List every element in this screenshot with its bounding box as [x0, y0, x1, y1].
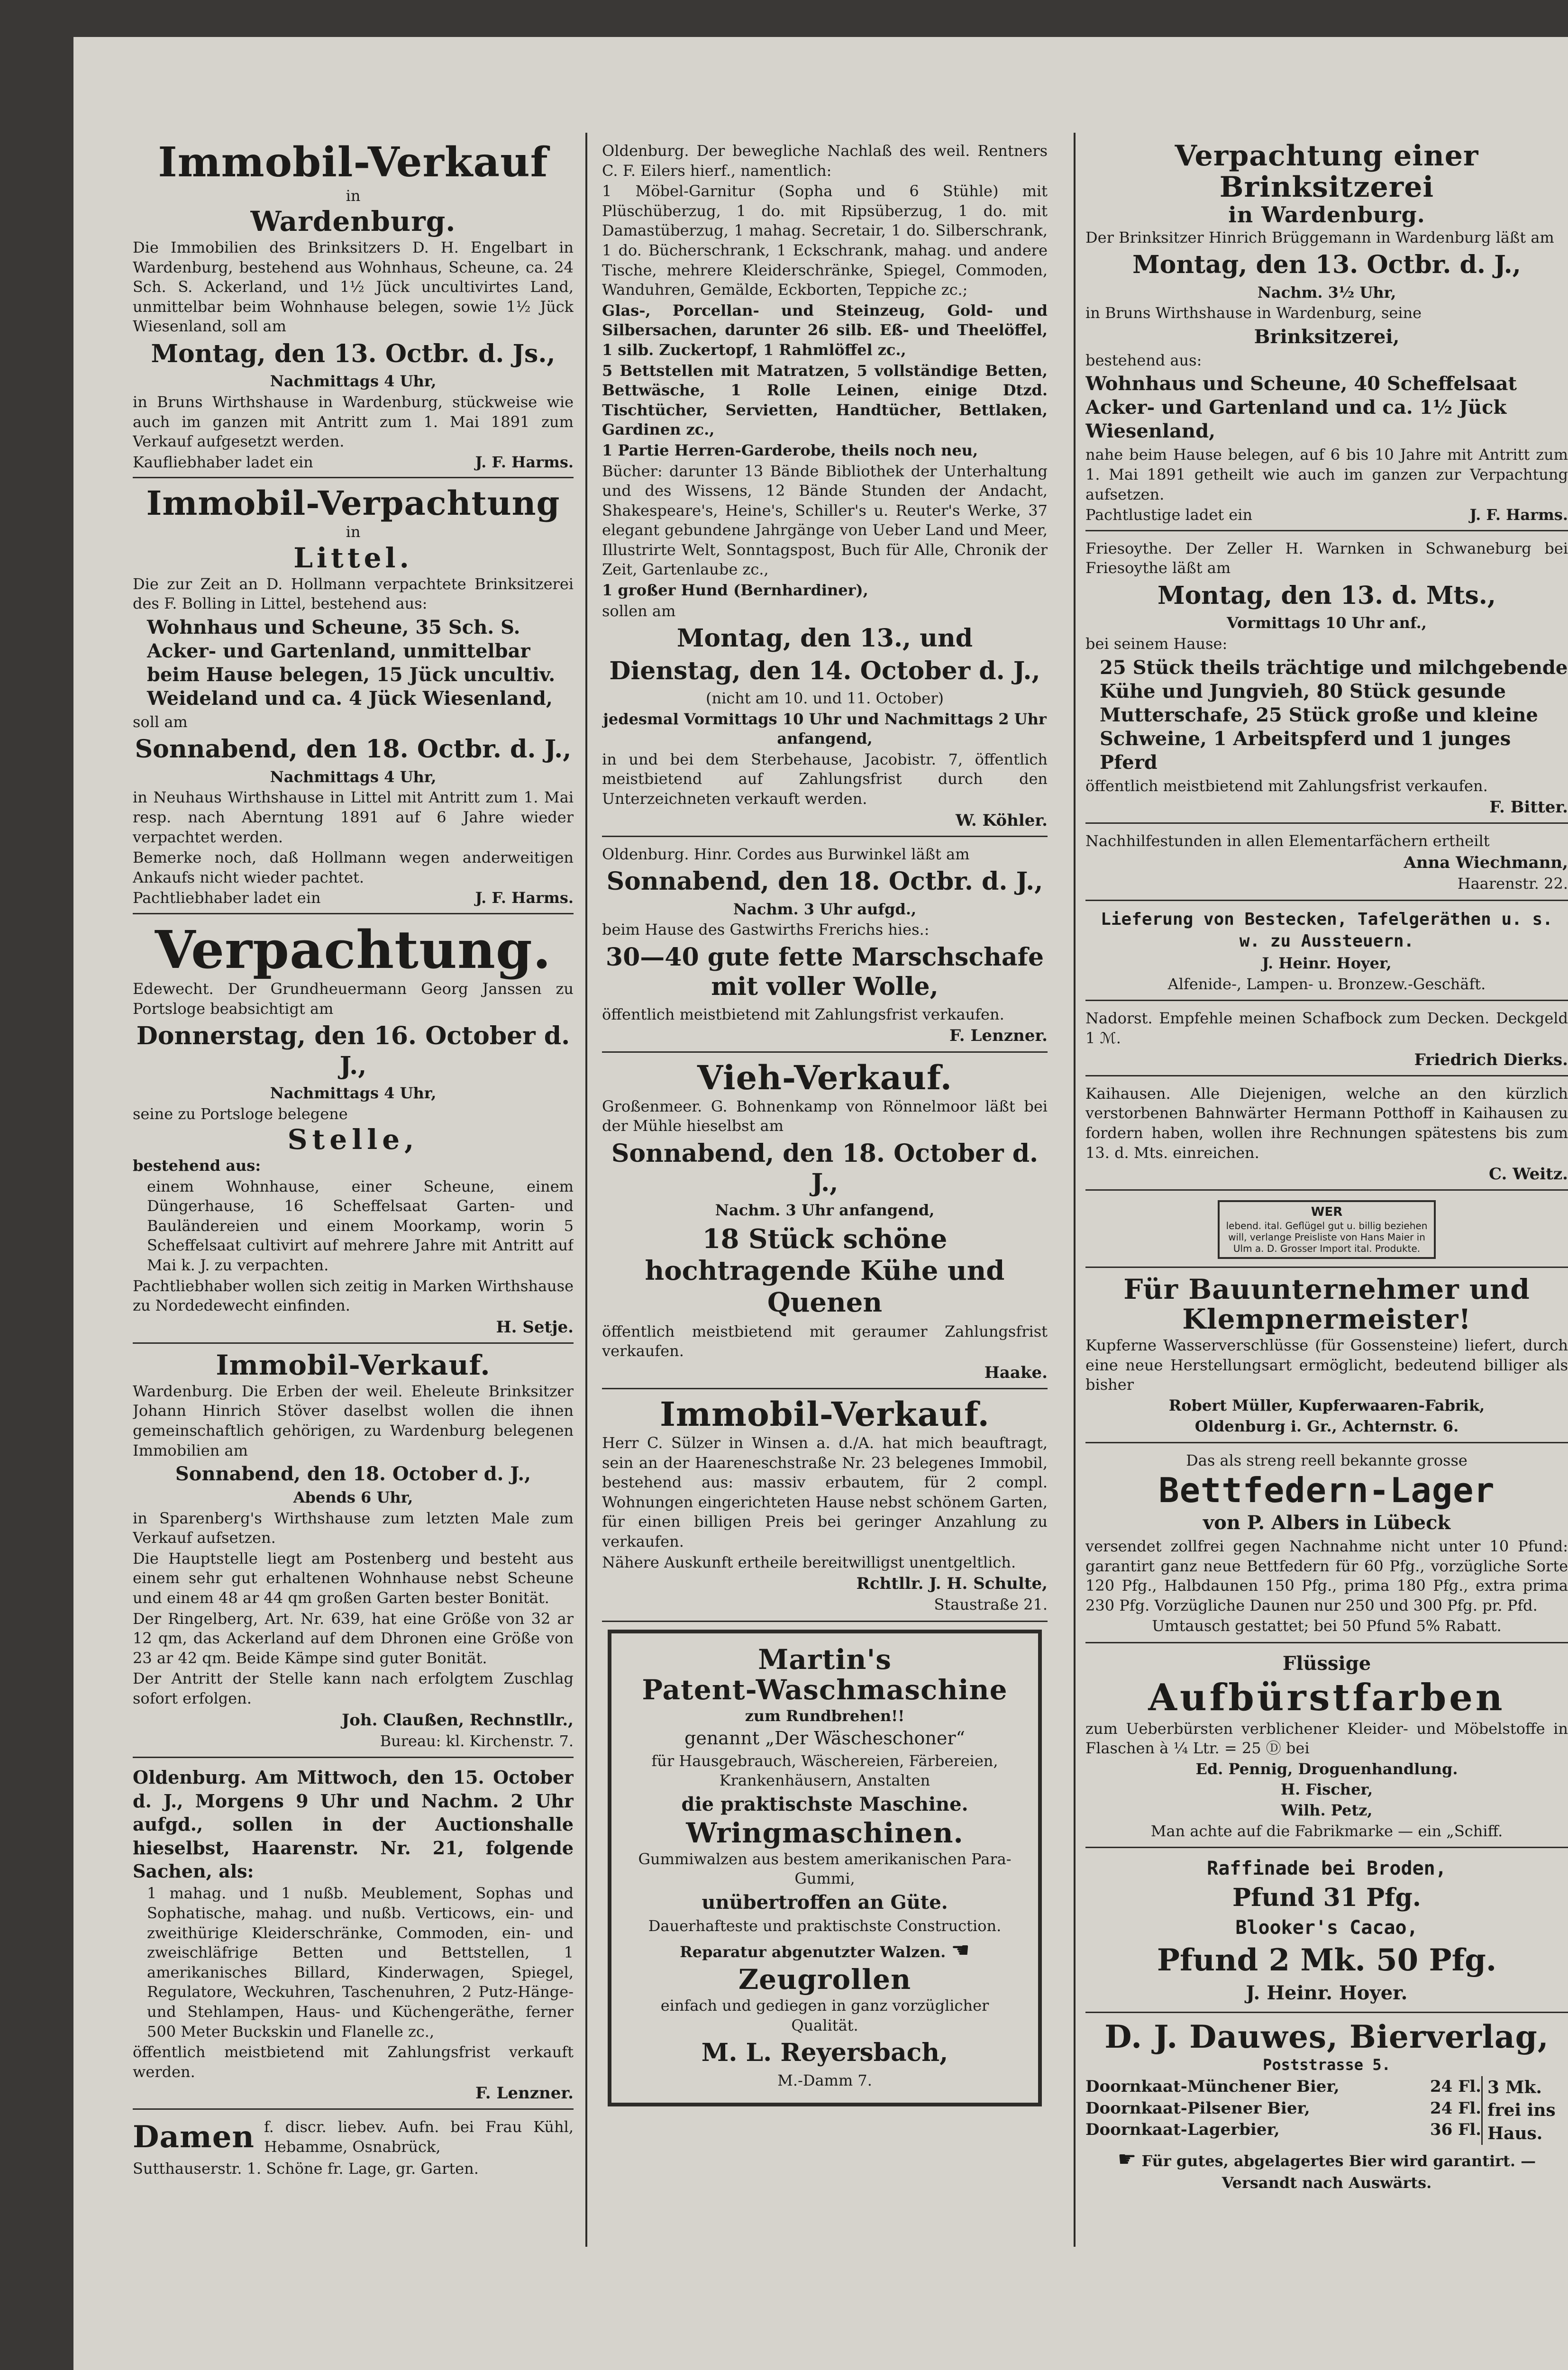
- column-2: [602, 137, 1048, 2114]
- ad-text: Reparatur abgenutzter Walzen.: [680, 1943, 946, 1961]
- ad-time: Nachmittags 4 Uhr,: [270, 372, 437, 391]
- ad-text: Kupferne Wasserverschlüsse (für Gossensteine) liefert, durch eine neue Herstellungsart ermöglicht, bedeutend billiger als bisher: [1085, 1336, 1568, 1394]
- ad-highlight: unübertroffen an Güte.: [702, 1891, 948, 1914]
- ad-highlight: 18 Stück schöne hochtragende Kühe und Quenen: [645, 1223, 1005, 1319]
- ad-name: von P. Albers in Lübeck: [1203, 1511, 1451, 1534]
- product-price: 36 Fl.: [1430, 2120, 1481, 2140]
- ad-immobil-verkauf-stoever: [133, 1348, 574, 1758]
- ad-signature: Ed. Pennig, Droguenhandlung.: [1195, 1759, 1458, 1778]
- ad-text: seine zu Portsloge belegene: [133, 1104, 348, 1123]
- ad-signature: C. Weitz.: [1489, 1165, 1568, 1184]
- ad-highlight: die praktischste Maschine.: [681, 1793, 968, 1815]
- ad-title: Immobil-Verkauf.: [660, 1395, 990, 1434]
- ad-text: Dauerhafteste und praktischste Construction.: [648, 1916, 1002, 1935]
- ad-title: Immobil-Verkauf.: [216, 1349, 491, 1381]
- ad-items: Bücher: darunter 13 Bände Bibliothek der Unterhaltung und des Wissens, 12 Bände Stunden der Andacht, Shakespeare's, Heine's, Schiller's u. Reuter's Werke, 37 elegant gebundene Jahrgänge von Ueber Land und Meer, Illustrirte Welt, Sonntagspost, Buch für Alle, Chronik der Zeit, Gartenlaube zc.,: [602, 462, 1048, 579]
- ad-signature: [133, 453, 574, 473]
- column-1: [133, 137, 574, 2188]
- ad-subtitle: zum Rundbrehen!!: [745, 1706, 905, 1725]
- ad-vieh-verkauf: [602, 1057, 1048, 1390]
- ad-raffinade-cacao: [1085, 1852, 1568, 2013]
- sig-left: Kaufliebhaber ladet ein: [133, 453, 313, 471]
- ad-schafbock: [1085, 1005, 1568, 1076]
- ad-text: zum Ueberbürsten verblichener Kleider- und Möbelstoffe in Flaschen à ¼ Ltr. = 25 Ⓓ bei: [1085, 1719, 1568, 1758]
- stamp-head: WER: [1311, 1205, 1343, 1220]
- product-price: 24 Fl.: [1430, 2098, 1481, 2118]
- ad-text: in: [346, 523, 361, 541]
- ad-object: Brinksitzerei,: [1254, 325, 1400, 348]
- ad-text: Der Antritt der Stelle kann nach erfolgtem Zuschlag sofort erfolgen.: [133, 1669, 574, 1708]
- ad-signature: Rchtllr. J. H. Schulte,: [856, 1574, 1048, 1594]
- ad-bauunternehmer: [1085, 1272, 1568, 1444]
- ad-signature: Anna Wiechmann,: [1404, 853, 1568, 872]
- ad-lead: Oldenburg. Am Mittwoch, den 15. October d. J., Morgens 9 Uhr und Nachm. 2 Uhr aufgd., sollen in der Auctionshalle hieselbst, Haarenstr. Nr. 21, folgende Sachen, als:: [133, 1767, 574, 1882]
- ad-text: in Neuhaus Wirthshause in Littel mit Antritt zum 1. Mai resp. nach Aberntung 1891 auf 6 Jahre wieder verpachtet werden.: [133, 788, 574, 846]
- ad-text: Der Ringelberg, Art. Nr. 639, hat eine Größe von 32 ar 12 qm, das Ackerland auf dem Dhronen eine Größe von 23 ar 42 qm. Beide Kämpe sind guter Bonität.: [133, 1609, 574, 1667]
- column-divider: [1074, 133, 1076, 2247]
- price-row: [1085, 2098, 1481, 2120]
- ad-text: Bemerke noch, daß Hollmann wegen anderweitigen Ankaufs nicht wieder pachtet.: [133, 848, 574, 886]
- ad-text: soll am: [133, 712, 188, 731]
- ad-time: jedesmal Vormittags 10 Uhr und Nachmittags 2 Uhr anfangend,: [603, 710, 1047, 748]
- ad-text: Für gutes, abgelagertes Bier wird garantirt. — Versandt nach Auswärts.: [1141, 2152, 1536, 2192]
- ad-address: Poststrasse 5.: [1263, 2056, 1391, 2074]
- ad-title: Aufbürstfarben: [1148, 1676, 1505, 1719]
- ad-line: Pfund 31 Pfg.: [1232, 1883, 1421, 1913]
- ad-time: Nachm. 3 Uhr aufgd.,: [733, 900, 917, 918]
- ad-signature: M. L. Reyersbach,: [701, 2038, 948, 2068]
- ad-highlight: 30—40 gute fette Marschschafe mit voller Wolle,: [605, 942, 1044, 1002]
- ad-date: Montag, den 13. d. Mts.,: [1158, 581, 1496, 610]
- ad-auction-oldenburg: [133, 1762, 574, 2110]
- ad-kaihausen: [1085, 1080, 1568, 1191]
- ad-signature: [1085, 505, 1568, 525]
- ad-text: Man achte auf die Fabrikmarke — ein „Schiff.: [1150, 1822, 1503, 1840]
- ad-nachhilfe: [1085, 828, 1568, 901]
- ad-text: in Sparenberg's Wirthshause zum letzten Male zum Verkauf aufsetzen.: [133, 1509, 574, 1547]
- ad-line: Pfund 2 Mk. 50 Pfg.: [1157, 1942, 1497, 1978]
- ad-nachlass-eilers: [602, 137, 1048, 837]
- ad-time: Nachm. 3½ Uhr,: [1257, 283, 1396, 301]
- ad-signature: Friedrich Dierks.: [1414, 1050, 1568, 1069]
- ad-damen: [133, 2114, 574, 2184]
- pointing-hand-icon: ☚: [951, 1938, 970, 1963]
- ad-text: in Bruns Wirthshause in Wardenburg, stückweise wie auch im ganzen mit Antritt zum 1. Mai 1891 zum Verkauf aufgesetzt werden.: [133, 392, 574, 451]
- ad-line: Raffinade bei Broden,: [1207, 1858, 1447, 1880]
- ad-signature: H. Setje.: [496, 1317, 574, 1337]
- ad-text-row: [1085, 2146, 1568, 2193]
- ad-verpachtung-edewecht: [133, 918, 574, 1344]
- stamp-text: lebend. ital. Geflügel gut u. billig beziehen will, verlange Preisliste von Hans Maier in Ulm a. D. Grosser Import ital. Produkte.: [1226, 1220, 1428, 1254]
- ad-name: J. Heinr. Hoyer,: [1262, 954, 1392, 973]
- ad-title: D. J. Dauwes, Bierverlag,: [1104, 2018, 1549, 2056]
- ad-date: Donnerstag, den 16. October d. J.,: [136, 1021, 570, 1080]
- ad-items: Wohnhaus und Scheune, 35 Sch. S. Acker- und Gartenland, unmittelbar beim Hause belegen, 15 Jück uncultiv. Weideland und ca. 4 Jück Wiesenland,: [147, 616, 556, 710]
- sig-right: J. F. Harms.: [475, 889, 574, 907]
- product-name: Doornkaat-Lagerbier,: [1085, 2120, 1280, 2140]
- ad-waschmaschine-box: [608, 1630, 1042, 2107]
- ad-marschschafe: [602, 841, 1048, 1053]
- ad-title: Lieferung von Bestecken, Tafelgeräthen u. s. w. zu Aussteuern.: [1101, 909, 1553, 951]
- ad-text: Die Immobilien des Brinksitzers D. H. Engelbart in Wardenburg, bestehend aus Wohnhaus, Scheune, ca. 24 Sch. S. Ackerland, und 1½ Jück uncultivirtes Land, unmittelbar beim Wohnhause belegen, sowie 1½ Jück Wiesenland, soll am: [133, 238, 574, 336]
- ad-text: Nähere Auskunft ertheile bereitwilligst unentgeltlich.: [602, 1553, 1016, 1571]
- ad-date: Montag, den 13. Octbr. d. Js.,: [151, 339, 556, 368]
- ad-text: versendet zollfrei gegen Nachnahme nicht unter 10 Pfund: garantirt ganz neue Bettfedern für 60 Pfg., vorzügliche Sorte 120 Pfg., Halbdaunen 150 Pfg., prima 180 Pfg., extra prima 230 Pfg. Vorzügliche Daunen nur 250 und 300 Pfg. pr. Pfd.: [1085, 1537, 1568, 1614]
- ad-immobil-verkauf-suelzer: [602, 1393, 1048, 1622]
- ad-signature: J. Heinr. Hoyer.: [1246, 1982, 1408, 2005]
- ad-title: Martin's: [758, 1643, 892, 1676]
- price-row: [1085, 2119, 1481, 2141]
- ad-bierverlag: [1085, 2017, 1568, 2198]
- ad-title: Verpachtung.: [155, 919, 552, 981]
- ad-friesoythe-vieh: [1085, 535, 1568, 824]
- ad-text: Kaihausen. Alle Diejenigen, welche an den kürzlich verstorbenen Bahnwärter Hermann Potthoff in Kaihausen zu fordern haben, wollen ihre Rechnungen spätestens bis zum 13. d. Mts. einreichen.: [1085, 1084, 1568, 1162]
- ad-text: Die Hauptstelle liegt am Postenberg und besteht aus einem sehr gut erhaltenen Wohnhause nebst Scheune und einem 48 ar 44 qm großen Garten bester Bonität.: [133, 1549, 574, 1607]
- ad-lead: Friesoythe. Der Zeller H. Warnken in Schwaneburg bei Friesoythe läßt am: [1085, 539, 1568, 577]
- ad-text: Herr C. Sülzer in Winsen a. d./A. hat mich beauftragt, sein an der Haareneschstraße Nr. 23 belegenes Immobil, bestehend aus: massiv erbautem, für 2 compl. Wohnungen eingerichteten Hause nebst schönem Garten, für einen billigen Preis bei geringer Anzahlung zu verkaufen.: [602, 1434, 1048, 1550]
- ad-lead: Großenmeer. G. Bohnenkamp von Rönnelmoor läßt bei der Mühle hieselbst am: [602, 1097, 1048, 1135]
- ad-time: Nachm. 3 Uhr anfangend,: [715, 1201, 935, 1220]
- price-list: [1085, 2076, 1481, 2145]
- ad-date: Sonnabend, den 18. Octbr. d. J.,: [606, 867, 1043, 896]
- ad-time: Nachmittags 4 Uhr,: [270, 1084, 437, 1102]
- ad-text: in: [346, 186, 361, 205]
- ad-signature: Joh. Claußen, Rechnstllr.,: [342, 1710, 574, 1730]
- column-3: [1085, 137, 1568, 2202]
- ad-text: Alfenide-, Lampen- u. Bronzew.-Geschäft.: [1167, 975, 1486, 993]
- sig-left: Pachtliebhaber ladet ein: [133, 889, 321, 907]
- ad-title: Für Bauunternehmer und Klempnermeister!: [1123, 1273, 1530, 1336]
- ad-text: einfach und gediegen in ganz vorzüglicher Qualität.: [660, 1996, 989, 2034]
- ad-note: (nicht am 10. und 11. October): [706, 689, 944, 708]
- price-row: [1085, 2076, 1481, 2098]
- ad-title: Wringmaschinen.: [686, 1816, 964, 1849]
- ad-immobil-verkauf-wardenburg: [133, 137, 574, 478]
- ad-date: Sonnabend, den 18. Octbr. d. J.,: [135, 735, 572, 764]
- ad-lead: Das als streng reell bekannte grosse: [1186, 1451, 1468, 1470]
- ad-title: Zeugrollen: [738, 1963, 912, 1996]
- ad-time: Nachmittags 4 Uhr,: [270, 767, 437, 786]
- ad-signature: [133, 888, 574, 908]
- ad-gefluegel: [1085, 1194, 1568, 1267]
- ad-text: Der Brinksitzer Hinrich Brüggemann in Wardenburg läßt am: [1085, 228, 1554, 246]
- ad-text: f. discr. liebev. Aufn. bei Frau Kühl, Hebamme, Osnabrück,: [264, 2118, 574, 2156]
- ad-signature: F. Bitter.: [1489, 798, 1568, 817]
- ad-row: [133, 2116, 574, 2158]
- ad-date: Montag, den 13., und: [676, 624, 973, 653]
- ad-text: sollen am: [602, 602, 676, 620]
- ad-lead: Flüssige: [1282, 1652, 1371, 1675]
- pointing-hand-icon: ☛: [1117, 2147, 1137, 2172]
- ad-text: öffentlich meistbietend mit Zahlungsfrist verkaufen.: [602, 1005, 1004, 1023]
- ad-date: Sonnabend, den 18. October d. J.,: [611, 1139, 1039, 1198]
- ad-items: 25 Stück theils trächtige und milchgebende Kühe und Jungvieh, 80 Stück gesunde Mutterschafe, 25 Stück große und kleine Schweine, 1 Arbeitspferd und 1 junges Pferd: [1100, 656, 1568, 774]
- ad-text: öffentlich meistbietend mit Zahlungsfrist verkauft werden.: [133, 2043, 574, 2081]
- ad-text: in Bruns Wirthshause in Wardenburg, seine: [1085, 304, 1422, 322]
- ad-text: bestehend aus:: [133, 1156, 261, 1175]
- ad-text: bei seinem Hause:: [1085, 634, 1228, 653]
- product-name: Doornkaat-Münchener Bier,: [1085, 2077, 1340, 2096]
- ad-text: in und bei dem Sterbehause, Jacobistr. 7, öffentlich meistbietend auf Zahlungsfrist durch den Unterzeichneten verkauft werden.: [602, 750, 1048, 808]
- ad-signature: F. Lenzner.: [949, 1026, 1048, 1046]
- ad-stamp: [1218, 1200, 1436, 1258]
- ad-place: Littel.: [293, 541, 413, 574]
- ad-address: Haarenstr. 22.: [1457, 875, 1568, 893]
- ad-line: Blooker's Cacao,: [1235, 1916, 1418, 1939]
- ad-aufbuerstfarben: [1085, 1647, 1568, 1848]
- ad-signature: H. Fischer,: [1280, 1780, 1373, 1799]
- sig-right: J. F. Harms.: [475, 453, 574, 471]
- ad-text: Pachtliebhaber wollen sich zeitig in Marken Wirthshause zu Nordedewecht einfinden.: [133, 1276, 574, 1315]
- ad-time: Abends 6 Uhr,: [293, 1488, 413, 1507]
- ad-items: 1 Partie Herren-Garderobe, theils noch neu,: [602, 441, 978, 459]
- ad-items: 1 großer Hund (Bernhardiner),: [602, 581, 868, 600]
- ad-items: einem Wohnhause, einer Scheune, einem Düngerhause, 16 Scheffelsaat Garten- und Bauländereien und einem Moorkamp, worin 5 Scheffelsaat cultivirt auf mehrere Jahre mit Antritt auf Mai k. J. zu verpachten.: [147, 1177, 574, 1274]
- ad-text: Nadorst. Empfehle meinen Schafbock zum Decken. Deckgeld 1 ℳ.: [1085, 1009, 1568, 1048]
- product-name: Doornkaat-Pilsener Bier,: [1085, 2098, 1310, 2118]
- ad-date: Montag, den 13. Octbr. d. J.,: [1132, 250, 1521, 280]
- ad-bestecke: [1085, 905, 1568, 1002]
- ad-address: M.-Damm 7.: [777, 2071, 872, 2089]
- ad-items: Wohnhaus und Scheune, 40 Scheffelsaat Acker- und Gartenland und ca. 1½ Jück Wiesenland,: [1085, 373, 1517, 443]
- ad-text: für Hausgebrauch, Wäschereien, Färbereien, Krankenhäusern, Anstalten: [651, 1751, 998, 1790]
- ad-text: Edewecht. Der Grundheuermann Georg Janssen zu Portsloge beabsichtigt am: [133, 980, 574, 1018]
- ad-text-row: [626, 1937, 1024, 1964]
- ad-text: Umtausch gestattet; bei 50 Pfund 5% Rabatt.: [1152, 1617, 1502, 1635]
- ad-text: genannt „Der Wäscheschoner“: [684, 1728, 965, 1749]
- ad-title: Vieh-Verkauf.: [697, 1057, 953, 1097]
- ad-title: Immobil-Verpachtung: [146, 483, 560, 523]
- ad-signature: Wilh. Petz,: [1281, 1801, 1373, 1820]
- ad-items: 1 Möbel-Garnitur (Sopha und 6 Stühle) mit Plüschüberzug, 1 do. mit Ripsüberzug, 1 do. mit Damastüberzug, 1 mahag. Secretair, 1 do. Silberschrank, 1 do. Bücherschrank, 1 Eckschrank, mahag. und andere Tische, mehrere Kleiderschränke, Spiegel, Commoden, Wanduhren, Gemälde, Eckborten, Teppiche zc.;: [602, 182, 1048, 299]
- ad-signature: F. Lenzner.: [475, 2084, 574, 2103]
- ad-immobil-verpachtung-littel: [133, 482, 574, 914]
- ad-address: Oldenburg i. Gr., Achternstr. 6.: [1194, 1417, 1459, 1435]
- ad-address: Staustraße 21.: [934, 1595, 1048, 1614]
- ad-text: öffentlich meistbietend mit geraumer Zahlungsfrist verkaufen.: [602, 1322, 1048, 1360]
- ad-date: Dienstag, den 14. October d. J.,: [609, 656, 1040, 685]
- ad-title: Damen: [133, 2119, 255, 2155]
- ad-text: Gummiwalzen aus bestem amerikanischen Para-Gummi,: [638, 1850, 1012, 1888]
- ad-object: Stelle,: [287, 1123, 419, 1156]
- ad-signature: Robert Müller, Kupferwaaren-Fabrik,: [1168, 1396, 1485, 1414]
- ad-text: beim Hause des Gastwirths Frerichs hies.:: [602, 921, 930, 939]
- ad-text: Nachhilfestunden in allen Elementarfächern ertheilt: [1085, 832, 1490, 850]
- ad-address: Bureau: kl. Kirchenstr. 7.: [380, 1732, 574, 1750]
- price-table: [1085, 2076, 1568, 2145]
- product-price: 24 Fl.: [1430, 2077, 1481, 2096]
- ad-text: öffentlich meistbietend mit Zahlungsfrist verkaufen.: [1085, 776, 1488, 795]
- ad-text: Wardenburg. Die Erben der weil. Eheleute Brinksitzer Johann Hinrich Stöver daselbst wollen die ihnen gemeinschaftlich gehörigen, zu Wardenburg belegenen Immobilien am: [133, 1382, 574, 1459]
- ad-place: Wardenburg.: [250, 205, 456, 238]
- ad-items: 1 mahag. und 1 nußb. Meublement, Sophas und Sophatische, mahag. und nußb. Verticows, ein- und zweithürige Kleiderschränke, Commoden, ein- und zweischläfrige Betten und Bettstellen, 1 amerikanisches Billard, Kinderwagen, Spiegel, Regulatore, Weckuhren, Taschenuhren, 2 Putz-Hänge- und Stehlampen, Haus- und Küchengeräthe, ferner 500 Meter Buckskin und Flanelle zc.,: [147, 1884, 574, 2041]
- ad-text: Die zur Zeit an D. Hollmann verpachtete Brinksitzerei des F. Bolling in Littel, bestehend aus:: [133, 574, 574, 613]
- ad-lead: Oldenburg. Hinr. Cordes aus Burwinkel läßt am: [602, 845, 970, 863]
- ad-signature: Haake.: [984, 1363, 1048, 1382]
- ad-verpachtung-brinksitzerei: [1085, 137, 1568, 531]
- sig-left: Pachtlustige ladet ein: [1085, 506, 1253, 524]
- ad-lead: Oldenburg. Der bewegliche Nachlaß des weil. Rentners C. F. Eilers hierf., namentlich:: [602, 142, 1048, 180]
- sig-right: J. F. Harms.: [1469, 506, 1568, 524]
- column-divider: [585, 133, 587, 2247]
- ad-title: Patent-Waschmaschine: [642, 1673, 1008, 1706]
- delivery-note: 3 Mk. frei ins Haus.: [1481, 2076, 1568, 2145]
- ad-signature: W. Köhler.: [956, 811, 1048, 830]
- ad-bettfedern: [1085, 1447, 1568, 1643]
- ad-title: Immobil-Verkauf: [158, 138, 548, 186]
- ad-text: Sutthauserstr. 1. Schöne fr. Lage, gr. Garten.: [133, 2159, 479, 2178]
- ad-date: Sonnabend, den 18. October d. J.,: [175, 1463, 531, 1486]
- ad-title: Bettfedern-Lager: [1158, 1470, 1495, 1510]
- ad-items: 5 Bettstellen mit Matratzen, 5 vollständige Betten, Bettwäsche, 1 Rolle Leinen, einige Dtzd. Tischtücher, Servietten, Handtücher, Bettlaken, Gardinen zc.,: [602, 361, 1048, 439]
- ad-title: Verpachtung einer Brinksitzerei: [1175, 139, 1479, 204]
- ad-text: bestehend aus:: [1085, 351, 1202, 369]
- ad-place: in Wardenburg.: [1228, 202, 1425, 228]
- ad-items: Glas-, Porcellan- und Steinzeug, Gold- und Silbersachen, darunter 26 silb. Eß- und Theelöffel, 1 silb. Zuckertopf, 1 Rahmlöffel zc.,: [602, 301, 1048, 359]
- ad-text: nahe beim Hause belegen, auf 6 bis 10 Jahre mit Antritt zum 1. Mai 1891 getheilt wie auch im ganzen zur Verpachtung aufsetzen.: [1085, 446, 1568, 503]
- ad-time: Vormittags 10 Uhr anf.,: [1227, 614, 1427, 632]
